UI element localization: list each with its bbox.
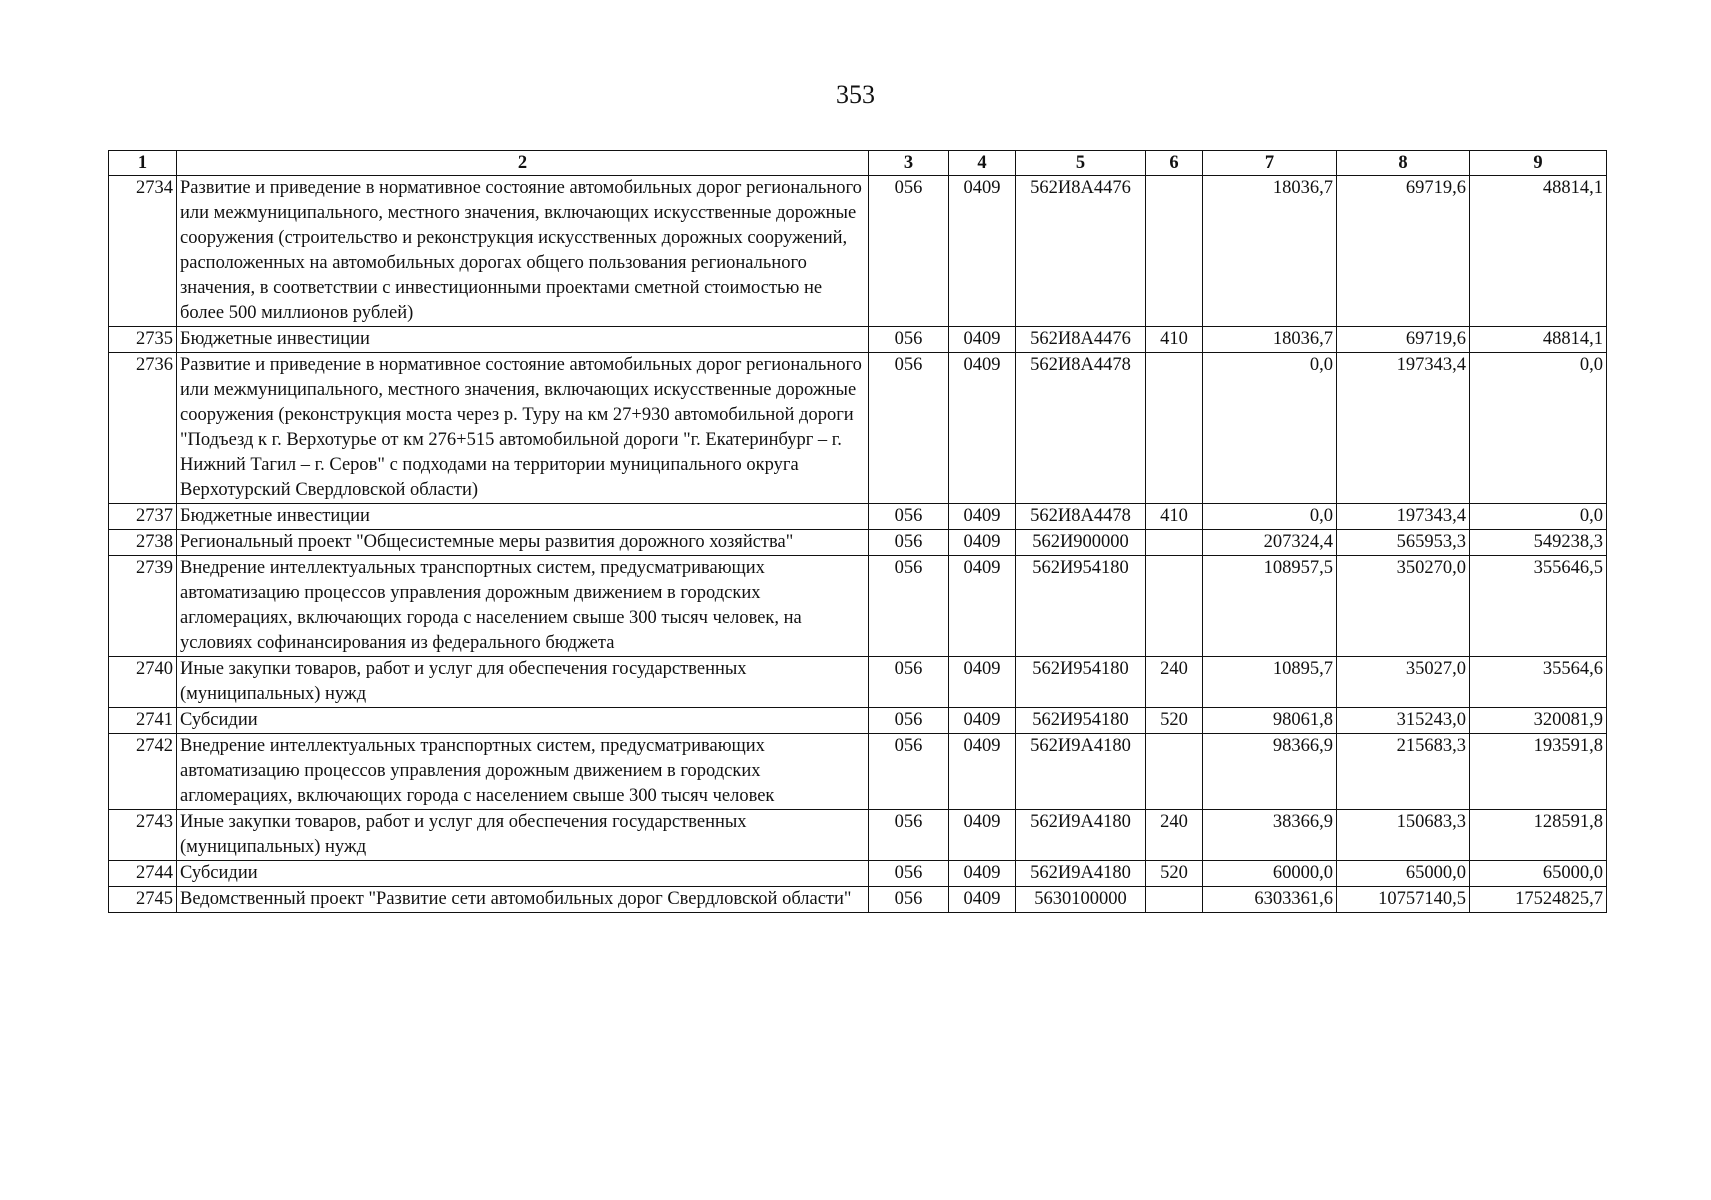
amount-col7-cell: 10895,7 <box>1203 657 1337 708</box>
section-code-cell: 0409 <box>949 530 1016 556</box>
table-row <box>109 861 1607 887</box>
item-name-cell: Бюджетные инвестиции <box>177 327 869 353</box>
table-body <box>109 176 1607 913</box>
section-code-cell: 0409 <box>949 708 1016 734</box>
target-item-code-cell: 562И9А4180 <box>1016 810 1146 861</box>
item-name-cell: Иные закупки товаров, работ и услуг для обеспечения государственных (муниципальных) нужд <box>177 810 869 861</box>
table-row <box>109 176 1607 327</box>
ministry-code-cell: 056 <box>869 176 949 327</box>
header-cell: 6 <box>1146 151 1203 176</box>
row-number-cell: 2734 <box>109 176 177 327</box>
row-number-cell: 2737 <box>109 504 177 530</box>
amount-col7-cell: 108957,5 <box>1203 556 1337 657</box>
row-number-cell: 2739 <box>109 556 177 657</box>
expense-type-cell: 520 <box>1146 708 1203 734</box>
item-name-cell: Субсидии <box>177 708 869 734</box>
amount-col9-cell: 65000,0 <box>1470 861 1607 887</box>
table-row <box>109 708 1607 734</box>
row-number-cell: 2736 <box>109 353 177 504</box>
table-row <box>109 657 1607 708</box>
section-code-cell: 0409 <box>949 861 1016 887</box>
row-number-cell: 2744 <box>109 861 177 887</box>
ministry-code-cell: 056 <box>869 327 949 353</box>
expense-type-cell: 410 <box>1146 504 1203 530</box>
section-code-cell: 0409 <box>949 327 1016 353</box>
row-number-cell: 2743 <box>109 810 177 861</box>
section-code-cell: 0409 <box>949 176 1016 327</box>
expense-type-cell <box>1146 530 1203 556</box>
expense-type-cell <box>1146 176 1203 327</box>
table-row <box>109 353 1607 504</box>
item-name-cell: Иные закупки товаров, работ и услуг для обеспечения государственных (муниципальных) нужд <box>177 657 869 708</box>
amount-col7-cell: 18036,7 <box>1203 176 1337 327</box>
expense-type-cell <box>1146 887 1203 913</box>
amount-col9-cell: 48814,1 <box>1470 176 1607 327</box>
amount-col8-cell: 65000,0 <box>1337 861 1470 887</box>
section-code-cell: 0409 <box>949 657 1016 708</box>
target-item-code-cell: 562И954180 <box>1016 657 1146 708</box>
amount-col7-cell: 60000,0 <box>1203 861 1337 887</box>
amount-col9-cell: 48814,1 <box>1470 327 1607 353</box>
row-number-cell: 2742 <box>109 734 177 810</box>
amount-col8-cell: 10757140,5 <box>1337 887 1470 913</box>
table-row <box>109 887 1607 913</box>
item-name-cell: Бюджетные инвестиции <box>177 504 869 530</box>
table-row <box>109 556 1607 657</box>
ministry-code-cell: 056 <box>869 708 949 734</box>
item-name-cell: Внедрение интеллектуальных транспортных систем, предусматривающих автоматизацию процессов управления дорожным движением в городских агломерациях, включающих города с населением свыше 300 тысяч человек <box>177 734 869 810</box>
target-item-code-cell: 562И8А4476 <box>1016 327 1146 353</box>
amount-col7-cell: 98366,9 <box>1203 734 1337 810</box>
amount-col9-cell: 549238,3 <box>1470 530 1607 556</box>
amount-col7-cell: 0,0 <box>1203 504 1337 530</box>
amount-col7-cell: 207324,4 <box>1203 530 1337 556</box>
row-number-cell: 2741 <box>109 708 177 734</box>
amount-col8-cell: 35027,0 <box>1337 657 1470 708</box>
target-item-code-cell: 562И8А4478 <box>1016 353 1146 504</box>
amount-col8-cell: 69719,6 <box>1337 176 1470 327</box>
header-cell: 5 <box>1016 151 1146 176</box>
section-code-cell: 0409 <box>949 887 1016 913</box>
amount-col9-cell: 193591,8 <box>1470 734 1607 810</box>
row-number-cell: 2735 <box>109 327 177 353</box>
amount-col7-cell: 0,0 <box>1203 353 1337 504</box>
target-item-code-cell: 562И954180 <box>1016 708 1146 734</box>
amount-col7-cell: 18036,7 <box>1203 327 1337 353</box>
amount-col9-cell: 35564,6 <box>1470 657 1607 708</box>
target-item-code-cell: 562И954180 <box>1016 556 1146 657</box>
section-code-cell: 0409 <box>949 353 1016 504</box>
expense-type-cell: 240 <box>1146 810 1203 861</box>
target-item-code-cell: 5630100000 <box>1016 887 1146 913</box>
amount-col9-cell: 128591,8 <box>1470 810 1607 861</box>
ministry-code-cell: 056 <box>869 861 949 887</box>
budget-table <box>108 150 1607 913</box>
section-code-cell: 0409 <box>949 810 1016 861</box>
amount-col7-cell: 38366,9 <box>1203 810 1337 861</box>
expense-type-cell: 520 <box>1146 861 1203 887</box>
target-item-code-cell: 562И8А4478 <box>1016 504 1146 530</box>
target-item-code-cell: 562И9А4180 <box>1016 861 1146 887</box>
item-name-cell: Развитие и приведение в нормативное состояние автомобильных дорог регионального или межмуниципального, местного значения, включающих искусственные дорожные сооружения (строительство и реконструкция искусственных дорожных сооружений, расположенных на автомобильных дорогах общего пользования регионального значения, в соответствии с инвестиционными проектами сметной стоимостью не более 500 миллионов рублей) <box>177 176 869 327</box>
amount-col7-cell: 98061,8 <box>1203 708 1337 734</box>
ministry-code-cell: 056 <box>869 887 949 913</box>
header-cell: 4 <box>949 151 1016 176</box>
target-item-code-cell: 562И900000 <box>1016 530 1146 556</box>
header-cell: 9 <box>1470 151 1607 176</box>
expense-type-cell <box>1146 556 1203 657</box>
ministry-code-cell: 056 <box>869 353 949 504</box>
ministry-code-cell: 056 <box>869 657 949 708</box>
table-row <box>109 327 1607 353</box>
table-row <box>109 810 1607 861</box>
table-row <box>109 504 1607 530</box>
row-number-cell: 2738 <box>109 530 177 556</box>
amount-col9-cell: 0,0 <box>1470 504 1607 530</box>
ministry-code-cell: 056 <box>869 810 949 861</box>
target-item-code-cell: 562И8А4476 <box>1016 176 1146 327</box>
header-cell: 1 <box>109 151 177 176</box>
table-row <box>109 734 1607 810</box>
table-row <box>109 530 1607 556</box>
item-name-cell: Субсидии <box>177 861 869 887</box>
amount-col8-cell: 215683,3 <box>1337 734 1470 810</box>
header-cell: 3 <box>869 151 949 176</box>
ministry-code-cell: 056 <box>869 556 949 657</box>
target-item-code-cell: 562И9А4180 <box>1016 734 1146 810</box>
page-number: 353 <box>836 80 875 109</box>
header-cell: 2 <box>177 151 869 176</box>
row-number-cell: 2740 <box>109 657 177 708</box>
ministry-code-cell: 056 <box>869 734 949 810</box>
amount-col8-cell: 565953,3 <box>1337 530 1470 556</box>
ministry-code-cell: 056 <box>869 530 949 556</box>
item-name-cell: Региональный проект "Общесистемные меры развития дорожного хозяйства" <box>177 530 869 556</box>
amount-col9-cell: 355646,5 <box>1470 556 1607 657</box>
ministry-code-cell: 056 <box>869 504 949 530</box>
item-name-cell: Развитие и приведение в нормативное состояние автомобильных дорог регионального или межмуниципального, местного значения, включающих искусственные дорожные сооружения (реконструкция моста через р. Туру на км 27+930 автомобильной дороги "Подъезд к г. Верхотурье от км 276+515 автомобильной дороги "г. Екатеринбург – г. Нижний Тагил – г. Серов" с подходами на территории муниципального округа Верхотурский Свердловской области) <box>177 353 869 504</box>
section-code-cell: 0409 <box>949 734 1016 810</box>
section-code-cell: 0409 <box>949 556 1016 657</box>
item-name-cell: Внедрение интеллектуальных транспортных систем, предусматривающих автоматизацию процессов управления дорожным движением в городских агломерациях, включающих города с населением свыше 300 тысяч человек, на условиях софинансирования из федерального бюджета <box>177 556 869 657</box>
amount-col8-cell: 197343,4 <box>1337 353 1470 504</box>
header-cell: 7 <box>1203 151 1337 176</box>
section-code-cell: 0409 <box>949 504 1016 530</box>
row-number-cell: 2745 <box>109 887 177 913</box>
amount-col8-cell: 315243,0 <box>1337 708 1470 734</box>
expense-type-cell: 240 <box>1146 657 1203 708</box>
amount-col8-cell: 69719,6 <box>1337 327 1470 353</box>
header-cell: 8 <box>1337 151 1470 176</box>
item-name-cell: Ведомственный проект "Развитие сети автомобильных дорог Свердловской области" <box>177 887 869 913</box>
amount-col8-cell: 350270,0 <box>1337 556 1470 657</box>
amount-col7-cell: 6303361,6 <box>1203 887 1337 913</box>
amount-col9-cell: 320081,9 <box>1470 708 1607 734</box>
expense-type-cell <box>1146 734 1203 810</box>
header-row <box>109 151 1607 176</box>
amount-col9-cell: 17524825,7 <box>1470 887 1607 913</box>
amount-col8-cell: 150683,3 <box>1337 810 1470 861</box>
amount-col9-cell: 0,0 <box>1470 353 1607 504</box>
expense-type-cell: 410 <box>1146 327 1203 353</box>
amount-col8-cell: 197343,4 <box>1337 504 1470 530</box>
expense-type-cell <box>1146 353 1203 504</box>
